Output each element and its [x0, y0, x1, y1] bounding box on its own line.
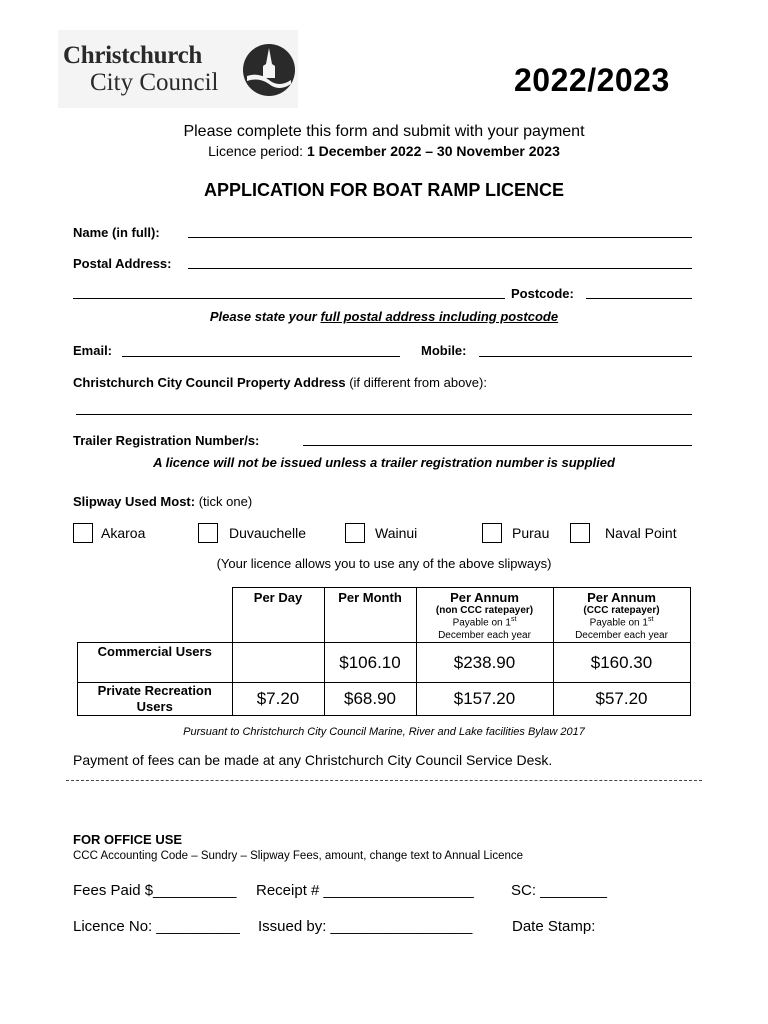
private-annum-ccc [553, 683, 690, 715]
logo-line-1: Christchurch [63, 42, 203, 69]
office-use-heading: FOR OFFICE USE [73, 832, 183, 847]
header-annum-non-ccc [416, 588, 553, 643]
property-address-label-text: Christchurch City Council Property Address [73, 375, 346, 390]
slipway-label-text: Slipway Used Most: [73, 494, 196, 509]
header-annum-ccc-label: Per Annum [587, 590, 656, 605]
licence-no-field[interactable]: Licence No: __________ [73, 918, 240, 935]
postcode-label: Postcode: [511, 286, 574, 301]
row-label-text: Commercial Users [97, 644, 212, 660]
header-annum-non-sub: (non CCC ratepayer) [435, 605, 534, 616]
receipt-field[interactable]: Receipt # __________________ [256, 882, 474, 899]
value-text: $7.20 [256, 688, 300, 708]
postal-note [0, 309, 768, 324]
council-logo [58, 30, 298, 108]
trailer-registration-field[interactable] [303, 445, 692, 446]
header-per-day-label: Per Day [253, 590, 303, 605]
row-label-private [78, 683, 233, 715]
trailer-note: A licence will not be issued unless a trailer registration number is supplied [153, 455, 615, 470]
postal-note-text: Please state your [209, 309, 317, 324]
accounting-code: CCC Accounting Code – Sundry – Slipway Fees, amount, change text to Annual Licence [73, 850, 524, 862]
email-label: Email: [73, 343, 113, 358]
email-field[interactable] [122, 356, 400, 357]
value-text: $238.90 [453, 652, 516, 672]
fees-paid-field[interactable]: Fees Paid $__________ [73, 882, 237, 899]
header-annum-non-label: Per Annum [450, 590, 519, 605]
slipway-option-naval-point: Naval Point [605, 525, 677, 541]
cut-line-divider [66, 780, 702, 781]
commercial-per-day [232, 643, 324, 683]
slipway-option-wainui: Wainui [375, 525, 418, 541]
cathedral-emblem-icon [241, 42, 297, 98]
form-title: APPLICATION FOR BOAT RAMP LICENCE [204, 180, 564, 200]
header-per-day [232, 588, 324, 643]
payment-note: Payment of fees can be made at any Christchurch City Council Service Desk. [73, 752, 553, 768]
row-label-commercial [78, 643, 233, 683]
form-year: 2022/2023 [514, 62, 670, 98]
table-row [78, 643, 691, 683]
slipway-label-note: (tick one) [198, 494, 253, 509]
header-per-month-label: Per Month [338, 590, 402, 605]
checkbox-duvauchelle[interactable] [198, 523, 218, 543]
postal-address-field-line-2[interactable] [73, 298, 505, 299]
row-label-text: Private Recreation Users [97, 683, 212, 714]
payable-sup: st [510, 616, 517, 623]
private-annum-non-ccc [416, 683, 553, 715]
header-annum-ccc-payable [554, 616, 690, 630]
postal-address-label: Postal Address: [73, 256, 172, 271]
fees-table-header [78, 588, 691, 643]
checkbox-akaroa[interactable] [73, 523, 93, 543]
date-stamp-field[interactable]: Date Stamp: [512, 918, 596, 935]
bylaw-note: Pursuant to Christchurch City Council Marine, River and Lake facilities Bylaw 2017 [183, 726, 585, 738]
header-annum-non-december: December each year [438, 629, 531, 641]
mobile-field[interactable] [479, 356, 692, 357]
header-annum-ccc-december: December each year [575, 629, 668, 641]
header-annum-non-payable [417, 616, 553, 630]
commercial-per-month [324, 643, 416, 683]
licence-period [0, 143, 768, 159]
logo-line-2: City Council [90, 69, 219, 96]
private-per-day [232, 683, 324, 715]
payable-text: Payable on 1 [589, 617, 648, 629]
payable-text: Payable on 1 [452, 617, 511, 629]
slipway-option-akaroa: Akaroa [101, 525, 146, 541]
slipway-option-duvauchelle: Duvauchelle [229, 525, 307, 541]
trailer-registration-label: Trailer Registration Number/s: [73, 433, 260, 448]
postal-address-field[interactable] [188, 268, 692, 269]
name-label: Name (in full): [73, 225, 160, 240]
header-blank-cell [78, 588, 233, 643]
commercial-annum-non-ccc [416, 643, 553, 683]
checkbox-purau[interactable] [482, 523, 502, 543]
header-annum-ccc-sub: (CCC ratepayer) [583, 605, 660, 616]
checkbox-wainui[interactable] [345, 523, 365, 543]
licence-period-value: 1 December 2022 – 30 November 2023 [306, 143, 560, 159]
table-row [78, 683, 691, 715]
property-address-field[interactable] [76, 414, 692, 415]
issued-by-field[interactable]: Issued by: _________________ [258, 918, 473, 935]
name-field[interactable] [188, 237, 692, 238]
postcode-field[interactable] [586, 298, 692, 299]
private-per-month [324, 683, 416, 715]
value-text: $106.10 [339, 652, 401, 672]
value-text: $68.90 [344, 688, 396, 708]
sc-field[interactable]: SC: ________ [511, 882, 607, 899]
fees-table [77, 587, 691, 716]
commercial-annum-ccc [553, 643, 690, 683]
header-per-month [324, 588, 416, 643]
payable-sup: st [647, 616, 654, 623]
slipway-label [73, 494, 252, 509]
value-text: $157.20 [453, 688, 516, 708]
licence-period-label: Licence period: [208, 143, 304, 159]
property-address-note: (if different from above): [349, 375, 487, 390]
value-text: $160.30 [590, 652, 653, 672]
value-text: $57.20 [595, 688, 648, 708]
postal-note-underlined: full postal address including postcode [320, 309, 559, 324]
slipway-note: (Your licence allows you to use any of the above slipways) [216, 556, 552, 571]
header-annum-ccc [553, 588, 690, 643]
property-address-label [73, 375, 487, 390]
slipway-option-purau: Purau [512, 525, 550, 541]
mobile-label: Mobile: [421, 343, 467, 358]
intro-text: Please complete this form and submit with your payment [183, 123, 585, 140]
checkbox-naval-point[interactable] [570, 523, 590, 543]
